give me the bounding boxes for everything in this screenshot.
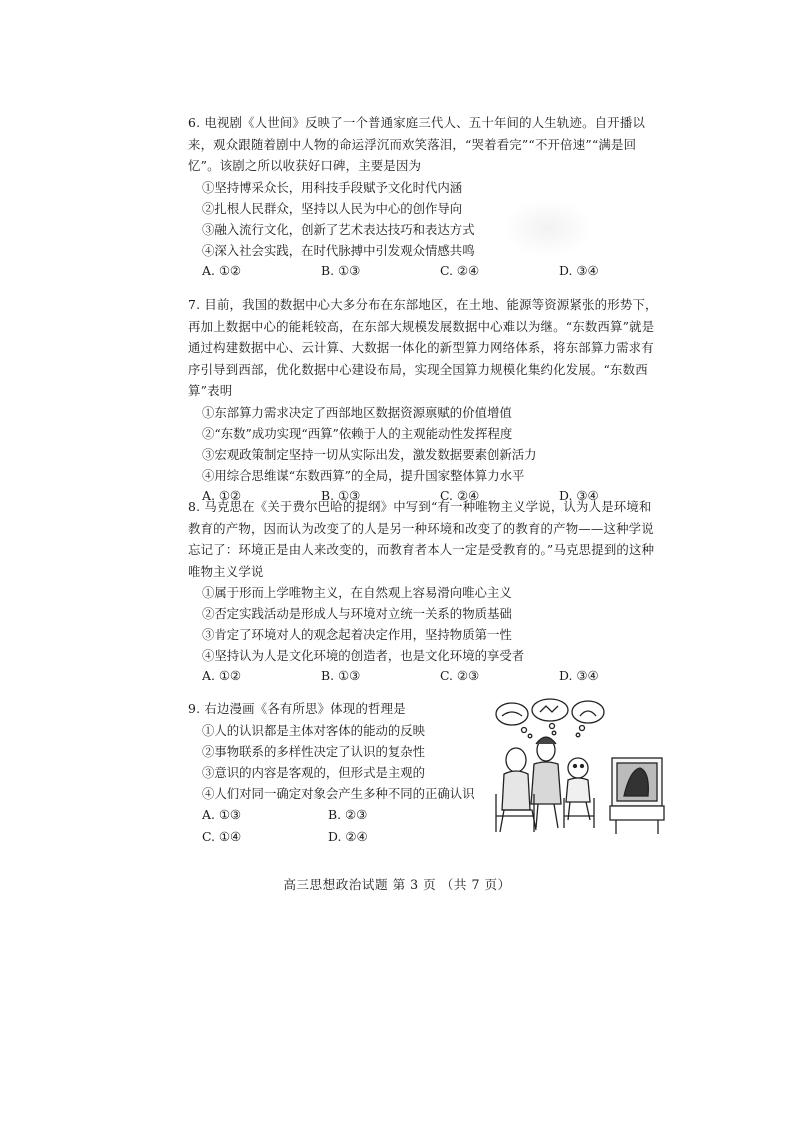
question-9 xyxy=(188,698,488,848)
question-8-choice-d: D. ③④ xyxy=(559,668,599,683)
question-7-stem: 7. 目前，我国的数据中心大多分布在东部地区，在土地、能源等资源紧张的形势下，再加上数据中心的能耗较高，在东部大规模发展数据中心难以为继。“东数西算”就是通过构建数据中心、云计算、大数据一体化的新型算力网络体系，将东部算力需求有序引导到西部，优化数据中心建设布局，实现全国算力规模化集约化发展。“东数西算”表明 xyxy=(188,297,658,398)
cartoon-illustration xyxy=(490,698,668,840)
question-6-choice-c: C. ②④ xyxy=(440,262,480,278)
question-8-choice-a: A. ①② xyxy=(202,668,242,683)
page-footer: 高三思想政治试题 第 3 页 （共 7 页） xyxy=(283,877,511,892)
question-9-stem: 9. 右边漫画《各有所思》体现的哲理是 xyxy=(188,701,406,716)
question-7-option-3: ③宏观政策制定坚持一切从实际出发，激发数据要素创新活力 xyxy=(202,446,537,462)
question-7-option-2: ②“东数”成功实现“西算”依赖于人的主观能动性发挥程度 xyxy=(202,425,513,441)
question-9-choice-c: C. ①④ xyxy=(202,828,242,844)
question-8-stem: 8. 马克思在《关于费尔巴哈的提纲》中写到“有一种唯物主义学说，认为人是环境和教育的产物，因而认为改变了的人是另一种环境和改变了的教育的产物——这种学说忘记了：环境正是由人来改变的，而教育者本人一定是受教育的。”马克思提到的这种唯物主义学说 xyxy=(188,499,655,579)
question-8-choice-b: B. ①③ xyxy=(321,668,361,683)
question-8 xyxy=(188,496,658,686)
question-6-choice-b: B. ①③ xyxy=(321,262,361,278)
question-8-option-4: ④坚持认为人是文化环境的创造者，也是文化环境的享受者 xyxy=(202,648,525,663)
question-7-option-4: ④用综合思维谋“东数西算”的全局，提升国家整体算力水平 xyxy=(202,467,525,483)
question-6-option-1: ①坚持博采众长，用科技手段赋予文化时代内涵 xyxy=(202,179,463,195)
question-9-option-2: ②事物联系的多样性决定了认识的复杂性 xyxy=(202,743,426,759)
thought-bubble-right xyxy=(572,701,604,723)
question-9-option-4: ④人们对同一确定对象会产生多种不同的正确认识 xyxy=(202,785,475,801)
question-8-choice-c: C. ②③ xyxy=(440,668,480,683)
question-7 xyxy=(188,294,658,506)
question-6-option-2: ②扎根人民群众，坚持以人民为中心的创作导向 xyxy=(202,200,463,216)
question-8-option-2: ②否定实践活动是形成人与环境对立统一关系的物质基础 xyxy=(202,606,512,621)
question-6-option-3: ③融入流行文化，创新了艺术表达技巧和表达方式 xyxy=(202,221,475,237)
question-6-stem: 6. 电视剧《人世间》反映了一个普通家庭三代人、五十年间的人生轨迹。自开播以来，观众跟随着剧中人物的命运浮沉而欢笑落泪，“哭着看完”“不开倍速”“满是回忆”。该剧之所以收获好口碑，主要是因为 xyxy=(188,115,646,173)
question-7-choice-d: D. ③④ xyxy=(559,487,599,503)
question-9-choice-d: D. ②④ xyxy=(328,828,368,844)
question-6 xyxy=(188,112,658,281)
question-8-option-3: ③肯定了环境对人的观念起着决定作用，坚持物质第一性 xyxy=(202,627,512,642)
question-7-choice-a: A. ①② xyxy=(202,487,242,503)
question-8-option-1: ①属于形而上学唯物主义，在自然观上容易滑向唯心主义 xyxy=(202,585,512,600)
question-6-option-4: ④深入社会实践，在时代脉搏中引发观众情感共鸣 xyxy=(202,242,475,258)
question-6-choice-a: A. ①② xyxy=(202,262,242,278)
question-9-option-1: ①人的认识都是主体对客体的能动的反映 xyxy=(202,722,426,738)
thought-bubble-left xyxy=(496,703,528,725)
question-8-choices xyxy=(188,666,658,686)
question-6-choice-d: D. ③④ xyxy=(559,262,599,278)
question-9-choices xyxy=(188,804,488,848)
question-9-option-3: ③意识的内容是客观的，但形式是主观的 xyxy=(202,764,426,780)
question-7-choice-c: C. ②④ xyxy=(440,487,480,503)
question-6-choices xyxy=(188,261,658,281)
question-9-choice-b: B. ②③ xyxy=(328,806,368,822)
question-7-option-1: ①东部算力需求决定了西部地区数据资源禀赋的价值增值 xyxy=(202,404,512,420)
question-9-choice-a: A. ①③ xyxy=(202,806,242,822)
question-7-choice-b: B. ①③ xyxy=(321,487,361,503)
